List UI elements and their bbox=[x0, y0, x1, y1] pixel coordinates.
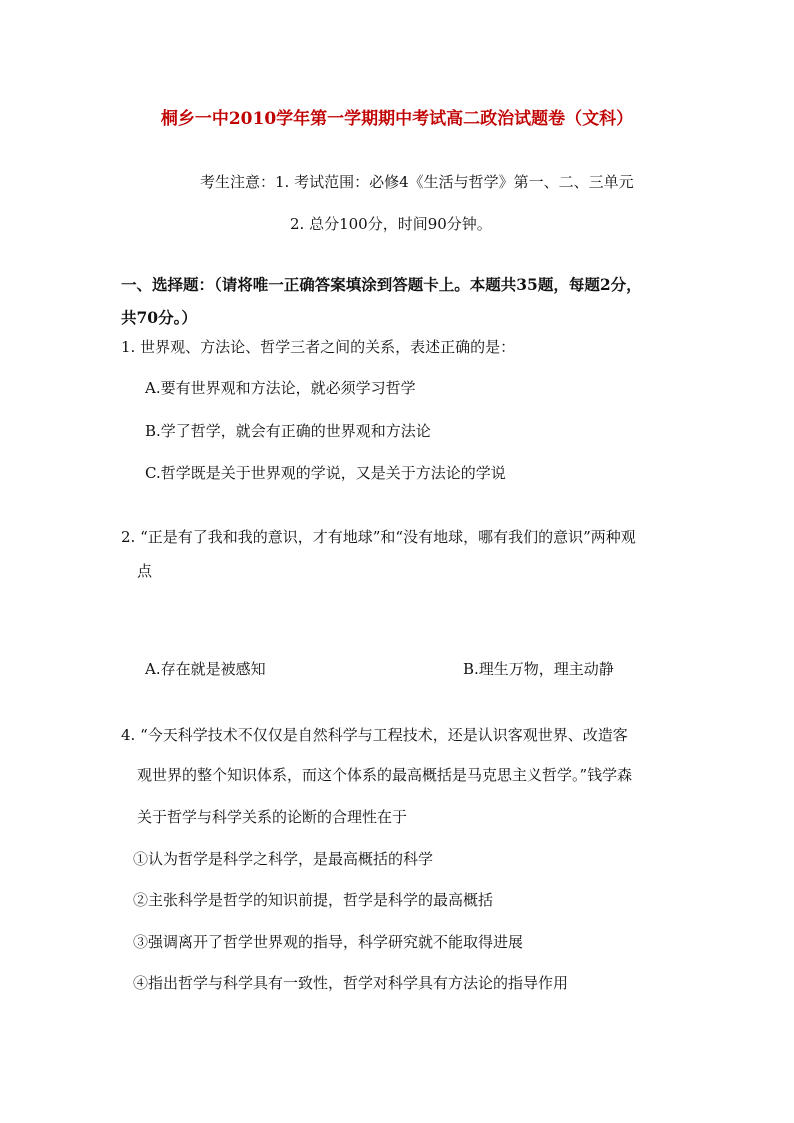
notice-line-1: 考生注意：1. 考试范围：必修4《生活与哲学》第一、二、三单元 bbox=[200, 173, 634, 191]
question-4-stem-line-1: 4. “今天科学技术不仅仅是自然科学与工程技术，还是认识客观世界、改造客 bbox=[121, 726, 628, 744]
question-4-item-2: ②主张科学是哲学的知识前提，哲学是科学的最高概括 bbox=[133, 891, 494, 909]
question-2-option-b: B.理生万物，理主动静 bbox=[463, 660, 614, 678]
question-4-item-1: ①认为哲学是科学之科学，是最高概括的科学 bbox=[133, 850, 434, 868]
question-4-stem-line-2: 观世界的整个知识体系，而这个体系的最高概括是马克思主义哲学。”钱学森 bbox=[137, 766, 633, 784]
question-1-stem: 1. 世界观、方法论、哲学三者之间的关系，表述正确的是： bbox=[121, 338, 516, 356]
page-title: 桐乡一中2010学年第一学期期中考试高二政治试题卷（文科） bbox=[160, 109, 634, 129]
section-heading-line-1: 一、选择题：（请将唯一正确答案填涂到答题卡上。本题共35题，每题2分， bbox=[121, 275, 642, 294]
question-1-option-c: C.哲学既是关于世界观的学说，又是关于方法论的学说 bbox=[145, 464, 506, 482]
notice-line-2: 2. 总分100分，时间90分钟。 bbox=[290, 215, 492, 233]
question-2-stem-line-2: 点 bbox=[137, 562, 153, 580]
question-2-stem-line-1: 2. “正是有了我和我的意识，才有地球”和“没有地球，哪有我们的意识”两种观 bbox=[121, 528, 636, 546]
section-heading-line-2: 共70分。） bbox=[121, 308, 197, 327]
question-1-option-a: A.要有世界观和方法论，就必须学习哲学 bbox=[145, 379, 416, 397]
question-4-item-3: ③强调离开了哲学世界观的指导，科学研究就不能取得进展 bbox=[133, 933, 524, 951]
question-2-option-a: A.存在就是被感知 bbox=[145, 660, 266, 678]
question-1-option-b: B.学了哲学，就会有正确的世界观和方法论 bbox=[145, 422, 431, 440]
question-4-stem-line-3: 关于哲学与科学关系的论断的合理性在于 bbox=[137, 808, 408, 826]
question-4-item-4: ④指出哲学与科学具有一致性，哲学对科学具有方法论的指导作用 bbox=[133, 974, 569, 992]
